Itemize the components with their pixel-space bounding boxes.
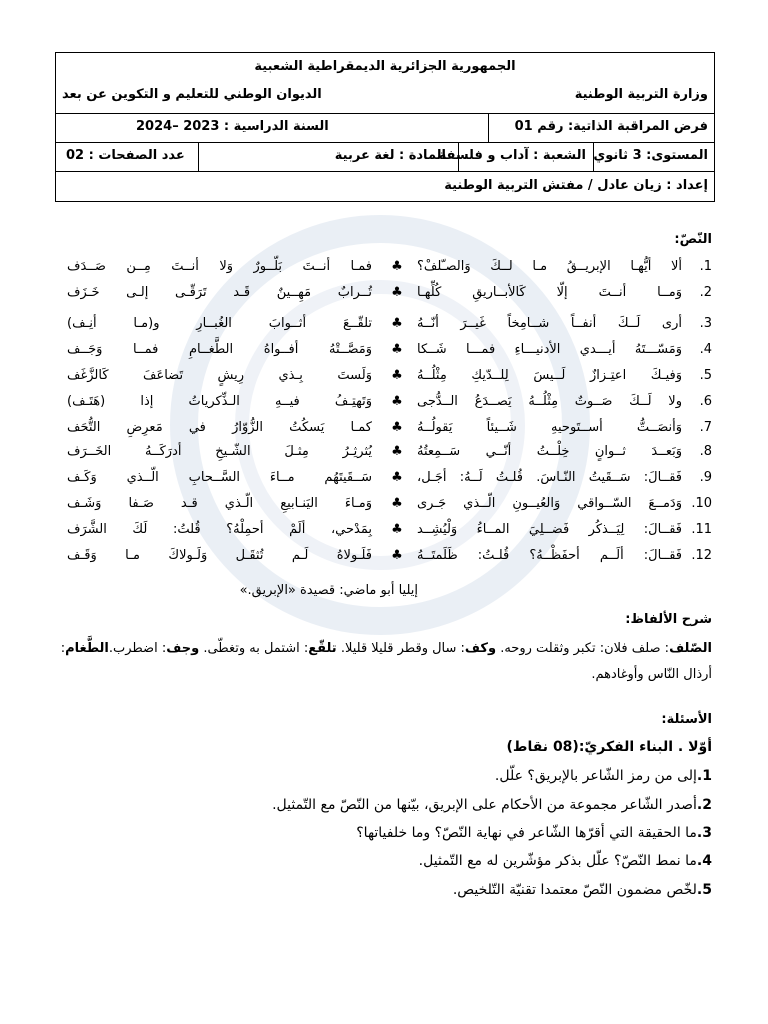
verse-number: 11. [691,522,712,537]
question-text: ما نمط النّصّ؟ علّل بذكر مؤشّرين له مع التّمثيل. [418,853,697,869]
question-item [495,768,712,784]
ministry-name: وزارة التربية الوطنية [574,87,708,102]
part1-title: أوّلا . البناء الفكريّ:(08 نقاط) [506,739,712,755]
verse-number: 5. [699,368,712,383]
verse-first-hemistich: وَدَمــعَ السّــواقي وَالعُيــونِ الّــذي جَـرى [417,496,682,511]
verse-line [62,470,712,494]
club-icon: ♣ [391,316,403,331]
verse-line [62,368,712,392]
verse-line [62,342,712,366]
question-item [419,853,712,869]
verse-second-hemistich: كمـا يَسكُتُ الزُّوّارُ في مَعرِضِ التُّحَف [67,420,372,435]
verse-line [62,316,712,340]
verse-line [62,420,712,444]
verse-line [62,522,712,546]
verse-line [62,444,712,468]
question-number: 5. [696,882,712,898]
verse-line [62,496,712,520]
glossary-title: شرح الألفاظ: [625,612,712,627]
question-text: لخّص مضمون النّصّ معتمدا تقنيّة التّلخيص. [452,882,697,898]
glossary-body [52,636,712,688]
verse-number: 1. [699,259,712,274]
branch-label: الشعبة : آداب و فلسفة [438,148,586,163]
verse-first-hemistich: وَفيـكَ اعتِـزازٌ لَــيسَ لِلــدّيكِ مِثْلُــهُ [417,368,682,383]
glossary-word: تلقّع [308,641,337,656]
question-number: 4. [696,853,712,869]
question-number: 1. [696,768,712,784]
club-icon: ♣ [391,522,403,537]
verse-first-hemistich: وَمَسّـــتَهُ أيـــدي الأدنيـــاءِ فمـــا شَــكا [417,342,682,357]
verse-first-hemistich: وَأنصَــتُّ أســتَوحيهِ شَــيئاً يَقولُــهُ [417,420,682,435]
verse-first-hemistich: وَبَعــدَ ثــوانٍ خِلْــتُ أنّــي سَــمِعتُهُ [417,444,682,459]
glossary-definition: : صلف فلان: تكبر وثقلت روحه. [500,641,670,656]
verse-first-hemistich: وَمــا أنــتَ إلّا كَالأبــاريقِ كُلِّهـا [417,285,682,300]
subject-label: المادة : لغة عربية [334,148,446,163]
question-item [272,797,712,813]
question-number: 2. [696,797,712,813]
glossary-word: وجف [166,641,200,656]
question-item [356,825,712,841]
club-icon: ♣ [391,342,403,357]
club-icon: ♣ [391,496,403,511]
glossary-definition: : أرذال النّاس وأوغادهم. [60,641,712,682]
verse-second-hemistich: وَمَصَّــتْهُ أفــواهُ الطَّغــامِ فمــا وَجَــف [67,342,372,357]
verse-first-hemistich: فَقــالَ: ألَــم أحفَظْــهُ؟ قُلـتُ: ظَلَمتَــهُ [417,548,682,563]
glossary-definition: : [161,641,167,656]
verse-second-hemistich: فمـا أنــتَ بَلّــورٌ وَلا أنــتَ مِــن صَــدَف [67,259,372,274]
verse-number: 8. [699,444,712,459]
question-text: أصدر الشّاعر مجموعة من الأحكام على الإبريق، بيّنها من النّصّ مع التّمثيل. [272,797,697,813]
verse-second-hemistich: تُــرابٌ مَهِــينٌ قَـد تَرَقّـى إلـى خَـزَف [67,285,372,300]
verse-first-hemistich: ولا لَــكَ صَــوتٌ مِثْلُــهُ يَصــدَعُ الــدُّجى [417,394,682,409]
club-icon: ♣ [391,548,403,563]
question-number: 3. [696,825,712,841]
text-section-title: النّصّ: [674,232,712,247]
verse-number: 7. [699,420,712,435]
verse-number: 9. [699,470,712,485]
verse-second-hemistich: سَــقَيتَهُم مــاءَ السَّــحابِ الّــذي وَكَـف [67,470,372,485]
verse-first-hemistich: فَقــالَ: سَــقَيتُ النّـاسَ. قُلـتُ لَــهُ: أجَـل، [417,470,682,485]
club-icon: ♣ [391,368,403,383]
glossary-word: وكف [464,641,497,656]
question-item [453,882,712,898]
question-text: ما الحقيقة التي أقرّها الشّاعر في نهاية النّصّ؟ وما خلفياتها؟ [356,825,697,841]
verse-second-hemistich: وَمـاءَ اليَنـابيعِ الّـذي قـد صَـفا وَشَـف [67,496,372,511]
pages-count: عدد الصفحات : 02 [66,148,185,163]
club-icon: ♣ [391,470,403,485]
verse-number: 3. [699,316,712,331]
glossary-word: الصّلف [669,641,712,656]
republic-title: الجمهورية الجزائرية الديمقراطية الشعبية [254,59,516,74]
club-icon: ♣ [391,420,403,435]
verse-line [62,548,712,572]
glossary-definition: : اشتمل به وتغطّى. [203,641,309,656]
verse-line [62,394,712,418]
question-text: إلى من رمز الشّاعر بالإبريق؟ علّل. [494,768,697,784]
glossary-definition: اضطرب. [108,641,158,656]
verse-number: 12. [691,548,712,563]
verse-line [62,259,712,283]
verse-second-hemistich: وَلَستَ بِـذي رِيشٍ تَضاعَفَ كَالزَّغَف [67,368,372,383]
school-year: السنة الدراسية : 2023 –2024 [136,119,329,134]
level-label: المستوى: 3 ثانوي [593,148,708,163]
verse-second-hemistich: تلقّــعَ أثــوابَ الغُبــارِ و(مـا أنِـف) [67,316,372,331]
verse-first-hemistich: فَقــالَ: لِيَــذكُر فَضــلِيَ المــاءُ وَلْيُشِــد [417,522,682,537]
verse-second-hemistich: فَلَـولاهُ لَـم تُثقَـل وَلَـولاكَ مـا وَقَـف [67,548,372,563]
verse-first-hemistich: ألا أيُّهـا الإبريــقُ مـا لــكَ وَالصـّلفْ؟ [417,259,682,274]
club-icon: ♣ [391,394,403,409]
verse-second-hemistich: يُثرثِـرُ مِثـلَ الشّـيخِ أدرَكَــهُ الخَــرَف [67,444,372,459]
questions-title: الأسئلة: [661,712,712,727]
club-icon: ♣ [391,444,403,459]
glossary-definition: : سال وقطر قليلا قليلا. [340,641,465,656]
exam-title: فرض المراقبة الذاتية: رقم 01 [514,119,708,134]
verse-number: 6. [699,394,712,409]
glossary-word: الطَّغام [65,641,109,656]
verse-number: 4. [699,342,712,357]
office-name: الديوان الوطني للتعليم و التكوين عن بعد [62,87,322,102]
poem-source: إيليا أبو ماضي: قصيدة «الإبريق.» [239,583,418,598]
club-icon: ♣ [391,285,403,300]
verse-second-hemistich: وَتَهتِـفُ فيــهِ الـذِّكرياتُ إذا (هَتَـف) [67,394,372,409]
club-icon: ♣ [391,259,403,274]
verse-first-hemistich: أرى لَــكَ أنفــاً شــامِخاً غَيــرَ أنّــهُ [417,316,682,331]
verse-number: 10. [691,496,712,511]
verse-number: 2. [699,285,712,300]
verse-line [62,285,712,309]
verse-second-hemistich: بِمَدْحي، ألَمْ أحمِلْهُ؟ قُلتُ: لَكَ الشَّرَف [67,522,372,537]
author-label: إعداد : زيان عادل / مفتش التربية الوطنية [444,178,708,193]
